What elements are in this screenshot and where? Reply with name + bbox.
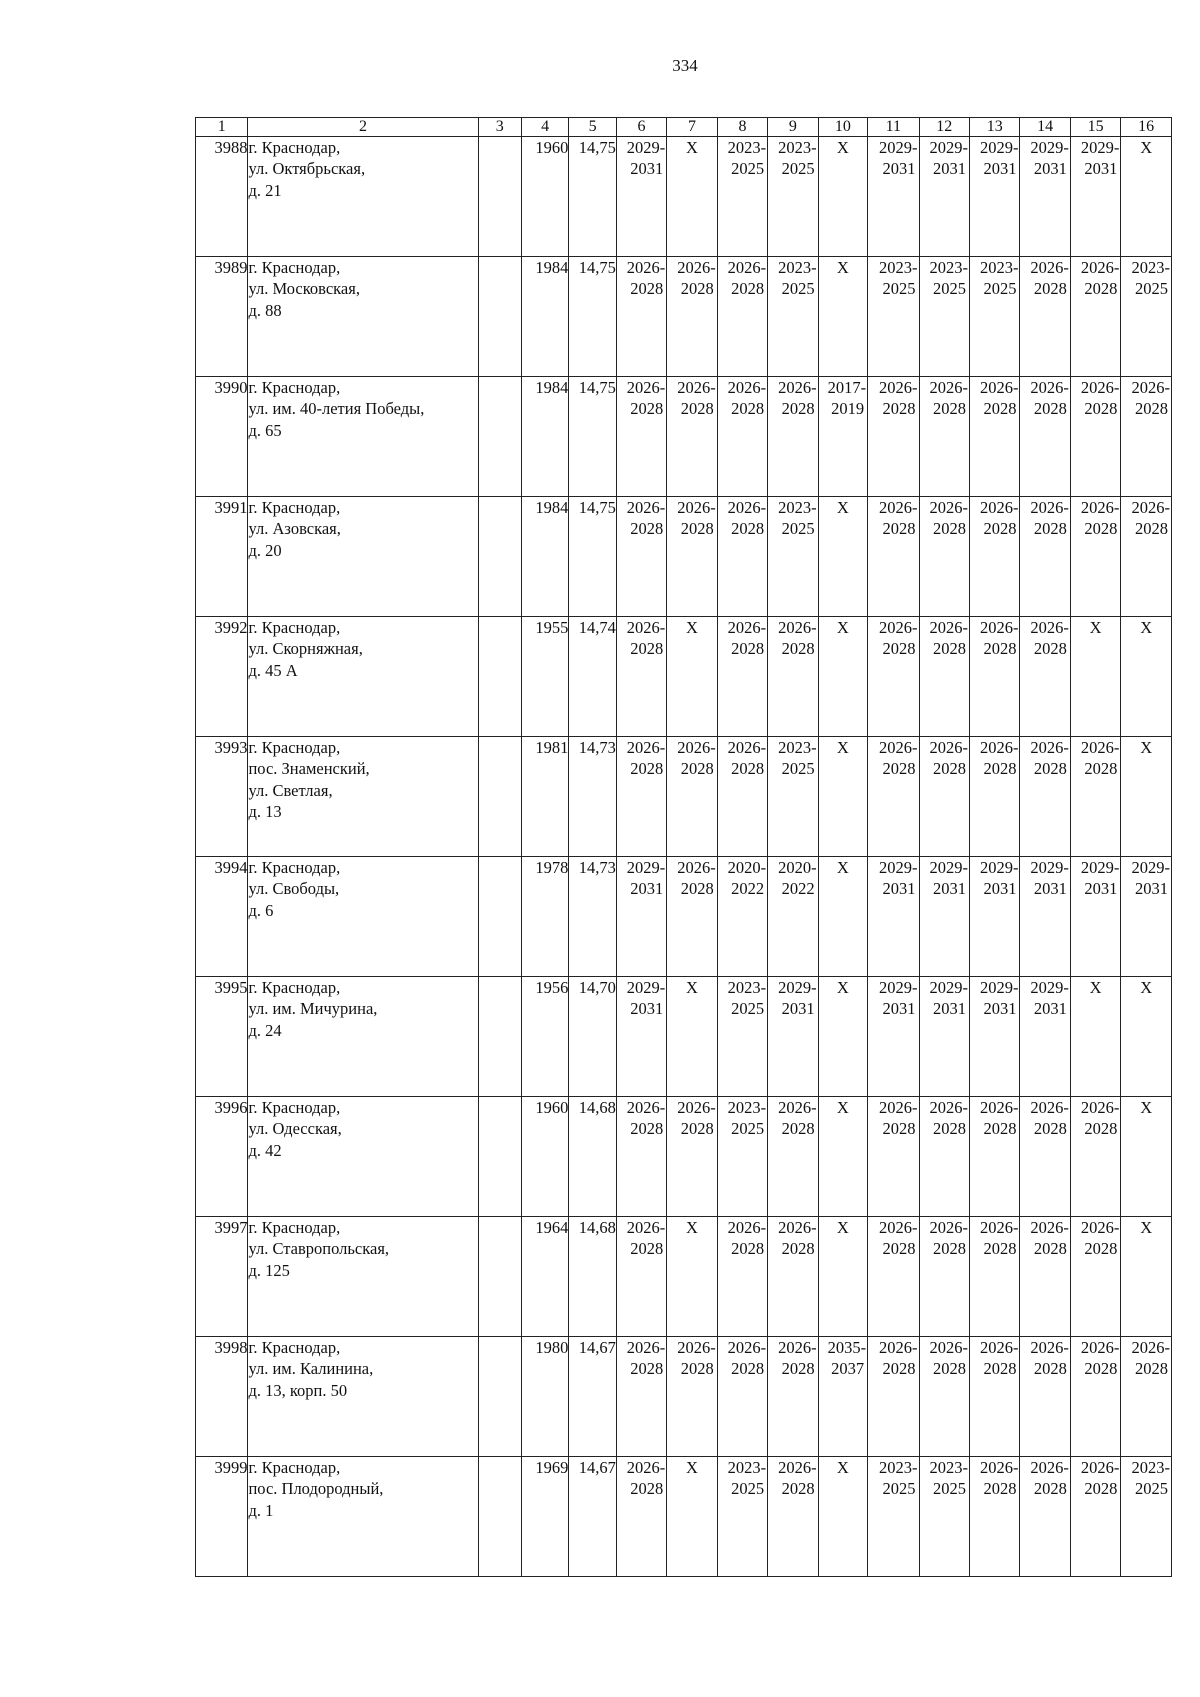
not-applicable-mark: X — [818, 257, 867, 377]
period-cell: 2026- 2028 — [717, 497, 767, 617]
period-cell: 2026- 2028 — [919, 1217, 969, 1337]
period-cell: 2023- 2025 — [717, 1457, 767, 1577]
table-row — [196, 257, 1172, 377]
address-line: г. Краснодар, — [248, 1218, 341, 1237]
period-cell: 2029- 2031 — [919, 137, 969, 257]
period-cell: 2029- 2031 — [1121, 857, 1172, 977]
period-cell: 2026- 2028 — [1070, 1217, 1120, 1337]
column-header: 14 — [1020, 118, 1070, 137]
not-applicable-mark: X — [667, 1457, 717, 1577]
period-cell: 2026- 2028 — [868, 1337, 919, 1457]
address-line: пос. Знаменский, — [248, 759, 370, 779]
period-cell: 2029- 2031 — [1070, 137, 1120, 257]
address-line: д. 21 — [248, 180, 282, 200]
period-cell: 2026- 2028 — [1020, 1337, 1070, 1457]
period-cell: 2029- 2031 — [868, 137, 919, 257]
period-cell: 2023- 2025 — [768, 497, 818, 617]
period-cell: 2026- 2028 — [1070, 497, 1120, 617]
column-3-cell — [478, 737, 521, 857]
address-line: д. 13, корп. 50 — [248, 1380, 348, 1400]
value-cell: 14,73 — [569, 857, 616, 977]
period-cell: 2026- 2028 — [667, 497, 717, 617]
period-cell: 2026- 2028 — [768, 1457, 818, 1577]
period-cell: 2026- 2028 — [1020, 257, 1070, 377]
period-cell: 2026- 2028 — [667, 1337, 717, 1457]
column-header: 16 — [1121, 118, 1172, 137]
period-cell: 2026- 2028 — [1020, 497, 1070, 617]
column-header: 11 — [868, 118, 919, 137]
not-applicable-mark: X — [1121, 737, 1172, 857]
period-cell: 2026- 2028 — [1070, 1097, 1120, 1217]
table-row — [196, 1217, 1172, 1337]
value-cell: 14,68 — [569, 1097, 616, 1217]
not-applicable-mark: X — [1121, 977, 1172, 1097]
period-cell: 2023- 2025 — [717, 137, 767, 257]
table-row — [196, 617, 1172, 737]
row-number: 3999 — [196, 1457, 248, 1577]
period-cell: 2026- 2028 — [667, 737, 717, 857]
row-number: 3997 — [196, 1217, 248, 1337]
period-cell: 2026- 2028 — [970, 377, 1020, 497]
period-cell: 2026- 2028 — [616, 737, 666, 857]
period-cell: 2026- 2028 — [768, 617, 818, 737]
period-cell: 2026- 2028 — [768, 377, 818, 497]
period-cell: 2026- 2028 — [919, 497, 969, 617]
period-cell: 2023- 2025 — [768, 257, 818, 377]
address-line: г. Краснодар, — [248, 1098, 341, 1117]
year-cell: 1956 — [521, 977, 568, 1097]
address-cell — [248, 1337, 478, 1457]
period-cell: 2029- 2031 — [1020, 857, 1070, 977]
address-line: г. Краснодар, — [248, 378, 341, 397]
row-number: 3993 — [196, 737, 248, 857]
period-cell: 2026- 2028 — [768, 1097, 818, 1217]
column-3-cell — [478, 497, 521, 617]
period-cell: 2026- 2028 — [616, 377, 666, 497]
row-number: 3990 — [196, 377, 248, 497]
address-cell — [248, 1217, 478, 1337]
address-line: г. Краснодар, — [248, 258, 341, 277]
period-cell: 2029- 2031 — [970, 857, 1020, 977]
column-3-cell — [478, 1337, 521, 1457]
period-cell: 2020- 2022 — [717, 857, 767, 977]
period-cell: 2026- 2028 — [1020, 377, 1070, 497]
column-header: 10 — [818, 118, 867, 137]
value-cell: 14,67 — [569, 1457, 616, 1577]
table-row — [196, 137, 1172, 257]
column-3-cell — [478, 137, 521, 257]
address-line: ул. Свободы, — [248, 879, 340, 899]
year-cell: 1978 — [521, 857, 568, 977]
not-applicable-mark: X — [818, 737, 867, 857]
period-cell: 2026- 2028 — [1020, 1217, 1070, 1337]
column-3-cell — [478, 1457, 521, 1577]
period-cell: 2026- 2028 — [717, 737, 767, 857]
row-number: 3988 — [196, 137, 248, 257]
period-cell: 2026- 2028 — [970, 1337, 1020, 1457]
not-applicable-mark: X — [818, 1457, 867, 1577]
column-header: 9 — [768, 118, 818, 137]
not-applicable-mark: X — [1070, 977, 1120, 1097]
period-cell: 2026- 2028 — [919, 617, 969, 737]
table-row — [196, 857, 1172, 977]
row-number: 3992 — [196, 617, 248, 737]
not-applicable-mark: X — [667, 1217, 717, 1337]
period-cell: 2023- 2025 — [1121, 257, 1172, 377]
not-applicable-mark: X — [818, 1097, 867, 1217]
period-cell: 2026- 2028 — [1070, 1337, 1120, 1457]
period-cell: 2023- 2025 — [919, 257, 969, 377]
period-cell: 2026- 2028 — [667, 1097, 717, 1217]
address-line: д. 13 — [248, 802, 282, 822]
period-cell: 2026- 2028 — [717, 1217, 767, 1337]
address-line: г. Краснодар, — [248, 738, 341, 757]
column-header: 13 — [970, 118, 1020, 137]
year-cell: 1955 — [521, 617, 568, 737]
not-applicable-mark: X — [1121, 1097, 1172, 1217]
period-cell: 2035- 2037 — [818, 1337, 867, 1457]
period-cell: 2029- 2031 — [970, 977, 1020, 1097]
period-cell: 2026- 2028 — [868, 1097, 919, 1217]
housing-register-table — [195, 117, 1172, 1577]
row-number: 3994 — [196, 857, 248, 977]
year-cell: 1969 — [521, 1457, 568, 1577]
period-cell: 2026- 2028 — [1020, 1457, 1070, 1577]
year-cell: 1984 — [521, 257, 568, 377]
period-cell: 2029- 2031 — [868, 857, 919, 977]
address-line: пос. Плодородный, — [248, 1479, 384, 1499]
address-cell — [248, 977, 478, 1097]
period-cell: 2023- 2025 — [717, 1097, 767, 1217]
period-cell: 2029- 2031 — [616, 977, 666, 1097]
address-line: г. Краснодар, — [248, 498, 341, 517]
row-number: 3989 — [196, 257, 248, 377]
column-header: 5 — [569, 118, 616, 137]
period-cell: 2029- 2031 — [1020, 977, 1070, 1097]
address-line: д. 45 А — [248, 660, 298, 680]
period-cell: 2026- 2028 — [919, 737, 969, 857]
column-header: 3 — [478, 118, 521, 137]
period-cell: 2023- 2025 — [970, 257, 1020, 377]
table-row — [196, 1097, 1172, 1217]
period-cell: 2026- 2028 — [970, 497, 1020, 617]
address-line: д. 42 — [248, 1140, 282, 1160]
column-header: 4 — [521, 118, 568, 137]
period-cell: 2026- 2028 — [1121, 1337, 1172, 1457]
table-row — [196, 977, 1172, 1097]
not-applicable-mark: X — [818, 137, 867, 257]
row-number: 3998 — [196, 1337, 248, 1457]
period-cell: 2026- 2028 — [616, 1337, 666, 1457]
period-cell: 2026- 2028 — [970, 617, 1020, 737]
period-cell: 2026- 2028 — [919, 377, 969, 497]
period-cell: 2026- 2028 — [616, 257, 666, 377]
address-line: д. 1 — [248, 1500, 274, 1520]
table-row — [196, 377, 1172, 497]
period-cell: 2029- 2031 — [768, 977, 818, 1097]
value-cell: 14,67 — [569, 1337, 616, 1457]
year-cell: 1960 — [521, 1097, 568, 1217]
period-cell: 2029- 2031 — [616, 857, 666, 977]
column-3-cell — [478, 1217, 521, 1337]
address-line: ул. им. Мичурина, — [248, 999, 378, 1019]
address-line: д. 20 — [248, 540, 282, 560]
column-header: 6 — [616, 118, 666, 137]
address-line: ул. Московская, — [248, 279, 360, 299]
value-cell: 14,74 — [569, 617, 616, 737]
column-3-cell — [478, 977, 521, 1097]
period-cell: 2026- 2028 — [768, 1217, 818, 1337]
period-cell: 2029- 2031 — [919, 977, 969, 1097]
address-line: ул. Светлая, — [248, 780, 333, 800]
column-header: 15 — [1070, 118, 1120, 137]
period-cell: 2026- 2028 — [868, 617, 919, 737]
not-applicable-mark: X — [818, 857, 867, 977]
address-line: ул. им. Калинина, — [248, 1359, 374, 1379]
column-header: 2 — [248, 118, 478, 137]
address-cell — [248, 737, 478, 857]
column-number-row — [196, 118, 1172, 137]
not-applicable-mark: X — [818, 617, 867, 737]
period-cell: 2026- 2028 — [970, 737, 1020, 857]
value-cell: 14,70 — [569, 977, 616, 1097]
address-line: д. 6 — [248, 900, 274, 920]
year-cell: 1984 — [521, 377, 568, 497]
column-3-cell — [478, 617, 521, 737]
period-cell: 2029- 2031 — [919, 857, 969, 977]
period-cell: 2026- 2028 — [1020, 737, 1070, 857]
column-header: 8 — [717, 118, 767, 137]
value-cell: 14,73 — [569, 737, 616, 857]
period-cell: 2026- 2028 — [1121, 377, 1172, 497]
period-cell: 2026- 2028 — [616, 617, 666, 737]
address-line: г. Краснодар, — [248, 1338, 341, 1357]
period-cell: 2026- 2028 — [717, 1337, 767, 1457]
address-line: г. Краснодар, — [248, 1458, 341, 1477]
period-cell: 2026- 2028 — [1070, 377, 1120, 497]
period-cell: 2020- 2022 — [768, 857, 818, 977]
period-cell: 2029- 2031 — [970, 137, 1020, 257]
address-cell — [248, 617, 478, 737]
value-cell: 14,75 — [569, 137, 616, 257]
period-cell: 2026- 2028 — [667, 377, 717, 497]
row-number: 3995 — [196, 977, 248, 1097]
year-cell: 1964 — [521, 1217, 568, 1337]
period-cell: 2026- 2028 — [919, 1097, 969, 1217]
period-cell: 2026- 2028 — [1070, 257, 1120, 377]
column-3-cell — [478, 377, 521, 497]
address-line: г. Краснодар, — [248, 138, 341, 157]
value-cell: 14,75 — [569, 257, 616, 377]
not-applicable-mark: X — [818, 977, 867, 1097]
table-row — [196, 1337, 1172, 1457]
period-cell: 2026- 2028 — [616, 1097, 666, 1217]
address-line: ул. Октябрьская, — [248, 159, 366, 179]
address-cell — [248, 257, 478, 377]
period-cell: 2026- 2028 — [868, 1217, 919, 1337]
address-cell — [248, 497, 478, 617]
year-cell: 1980 — [521, 1337, 568, 1457]
period-cell: 2023- 2025 — [868, 257, 919, 377]
address-line: д. 65 — [248, 420, 282, 440]
address-line: ул. Скорняжная, — [248, 639, 363, 659]
period-cell: 2026- 2028 — [970, 1457, 1020, 1577]
value-cell: 14,68 — [569, 1217, 616, 1337]
period-cell: 2026- 2028 — [717, 617, 767, 737]
column-header: 12 — [919, 118, 969, 137]
not-applicable-mark: X — [1121, 617, 1172, 737]
period-cell: 2026- 2028 — [868, 737, 919, 857]
period-cell: 2026- 2028 — [1020, 1097, 1070, 1217]
address-line: ул. им. 40-летия Победы, — [248, 399, 425, 419]
column-3-cell — [478, 857, 521, 977]
period-cell: 2026- 2028 — [717, 377, 767, 497]
period-cell: 2026- 2028 — [970, 1097, 1020, 1217]
value-cell: 14,75 — [569, 497, 616, 617]
page-number: 334 — [672, 56, 698, 75]
address-line: ул. Ставропольская, — [248, 1239, 390, 1259]
period-cell: 2026- 2028 — [919, 1337, 969, 1457]
period-cell: 2026- 2028 — [768, 1337, 818, 1457]
period-cell: 2026- 2028 — [616, 1457, 666, 1577]
period-cell: 2023- 2025 — [768, 137, 818, 257]
not-applicable-mark: X — [818, 497, 867, 617]
period-cell: 2026- 2028 — [616, 497, 666, 617]
value-cell: 14,75 — [569, 377, 616, 497]
year-cell: 1984 — [521, 497, 568, 617]
address-line: г. Краснодар, — [248, 618, 341, 637]
not-applicable-mark: X — [1070, 617, 1120, 737]
period-cell: 2023- 2025 — [1121, 1457, 1172, 1577]
table-row — [196, 1457, 1172, 1577]
period-cell: 2017- 2019 — [818, 377, 867, 497]
period-cell: 2029- 2031 — [1020, 137, 1070, 257]
period-cell: 2029- 2031 — [868, 977, 919, 1097]
address-line: ул. Азовская, — [248, 519, 341, 539]
period-cell: 2029- 2031 — [616, 137, 666, 257]
period-cell: 2026- 2028 — [616, 1217, 666, 1337]
row-number: 3996 — [196, 1097, 248, 1217]
period-cell: 2026- 2028 — [1020, 617, 1070, 737]
period-cell: 2029- 2031 — [1070, 857, 1120, 977]
period-cell: 2023- 2025 — [868, 1457, 919, 1577]
not-applicable-mark: X — [1121, 1217, 1172, 1337]
table-row — [196, 737, 1172, 857]
period-cell: 2023- 2025 — [717, 977, 767, 1097]
not-applicable-mark: X — [818, 1217, 867, 1337]
address-line: д. 125 — [248, 1260, 290, 1280]
address-cell — [248, 1097, 478, 1217]
year-cell: 1960 — [521, 137, 568, 257]
column-header: 7 — [667, 118, 717, 137]
not-applicable-mark: X — [667, 137, 717, 257]
period-cell: 2023- 2025 — [919, 1457, 969, 1577]
address-cell — [248, 1457, 478, 1577]
row-number: 3991 — [196, 497, 248, 617]
address-line: д. 24 — [248, 1020, 282, 1040]
table-row — [196, 497, 1172, 617]
not-applicable-mark: X — [667, 617, 717, 737]
address-line: д. 88 — [248, 300, 282, 320]
not-applicable-mark: X — [667, 977, 717, 1097]
year-cell: 1981 — [521, 737, 568, 857]
column-3-cell — [478, 257, 521, 377]
period-cell: 2026- 2028 — [717, 257, 767, 377]
period-cell: 2026- 2028 — [970, 1217, 1020, 1337]
column-header: 1 — [196, 118, 248, 137]
period-cell: 2026- 2028 — [868, 497, 919, 617]
period-cell: 2026- 2028 — [868, 377, 919, 497]
address-cell — [248, 857, 478, 977]
address-cell — [248, 137, 478, 257]
period-cell: 2026- 2028 — [667, 857, 717, 977]
not-applicable-mark: X — [1121, 137, 1172, 257]
address-line: ул. Одесская, — [248, 1119, 342, 1139]
address-line: г. Краснодар, — [248, 858, 341, 877]
column-3-cell — [478, 1097, 521, 1217]
period-cell: 2026- 2028 — [667, 257, 717, 377]
period-cell: 2026- 2028 — [1070, 1457, 1120, 1577]
period-cell: 2026- 2028 — [1070, 737, 1120, 857]
period-cell: 2023- 2025 — [768, 737, 818, 857]
address-line: г. Краснодар, — [248, 978, 341, 997]
period-cell: 2026- 2028 — [1121, 497, 1172, 617]
address-cell — [248, 377, 478, 497]
